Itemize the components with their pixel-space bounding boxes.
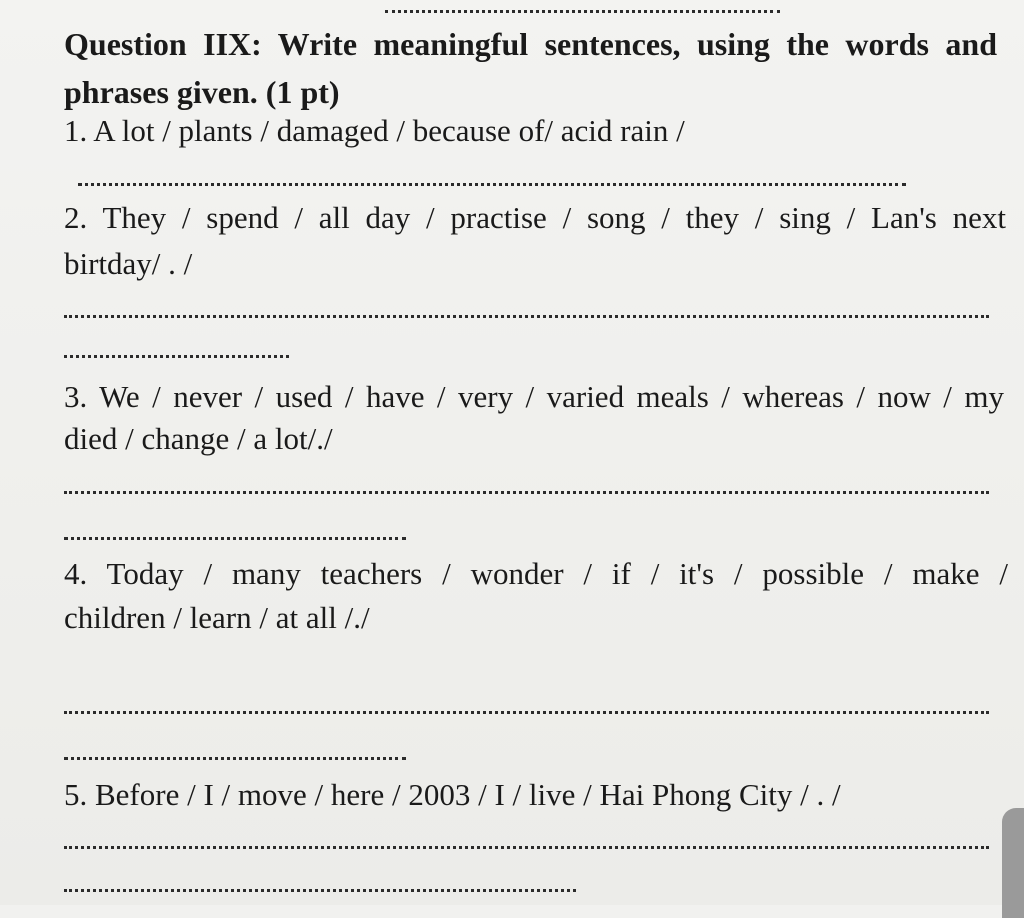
item-5-answer-line-1[interactable] (64, 846, 989, 849)
item-4-line1: 4. Today / many teachers / wonder / if / it's / possible / make / (64, 556, 1008, 591)
top-dotted-line (385, 10, 780, 13)
item-4-line2: children / learn / at all /./ (64, 600, 370, 635)
question-title-line1: Question IIX: Write meaningful sentences, using the words and (64, 26, 997, 62)
item-4-answer-line-2[interactable] (64, 757, 406, 760)
item-1-line1: 1. A lot / plants / damaged / because of/ acid rain / (64, 113, 685, 148)
item-3-answer-line-2[interactable] (64, 537, 406, 540)
item-3-answer-line-1[interactable] (64, 491, 989, 494)
item-5-line1: 5. Before / I / move / here / 2003 / I / live / Hai Phong City / . / (64, 777, 841, 812)
item-2-line1: 2. They / spend / all day / practise / song / they / sing / Lan's next (64, 200, 1006, 235)
item-2-answer-line-2[interactable] (64, 355, 289, 358)
item-3-line2: died / change / a lot/./ (64, 421, 333, 456)
item-1-answer-line[interactable] (78, 183, 906, 186)
question-title-line2: phrases given. (1 pt) (64, 74, 340, 110)
item-2-line2: birtday/ . / (64, 246, 193, 281)
item-2-answer-line-1[interactable] (64, 315, 989, 318)
photo-edge-shadow (1002, 808, 1024, 918)
item-3-line1: 3. We / never / used / have / very / varied meals / whereas / now / my (64, 379, 1004, 414)
item-5-answer-line-2[interactable] (64, 889, 576, 892)
item-4-answer-line-1[interactable] (64, 711, 989, 714)
